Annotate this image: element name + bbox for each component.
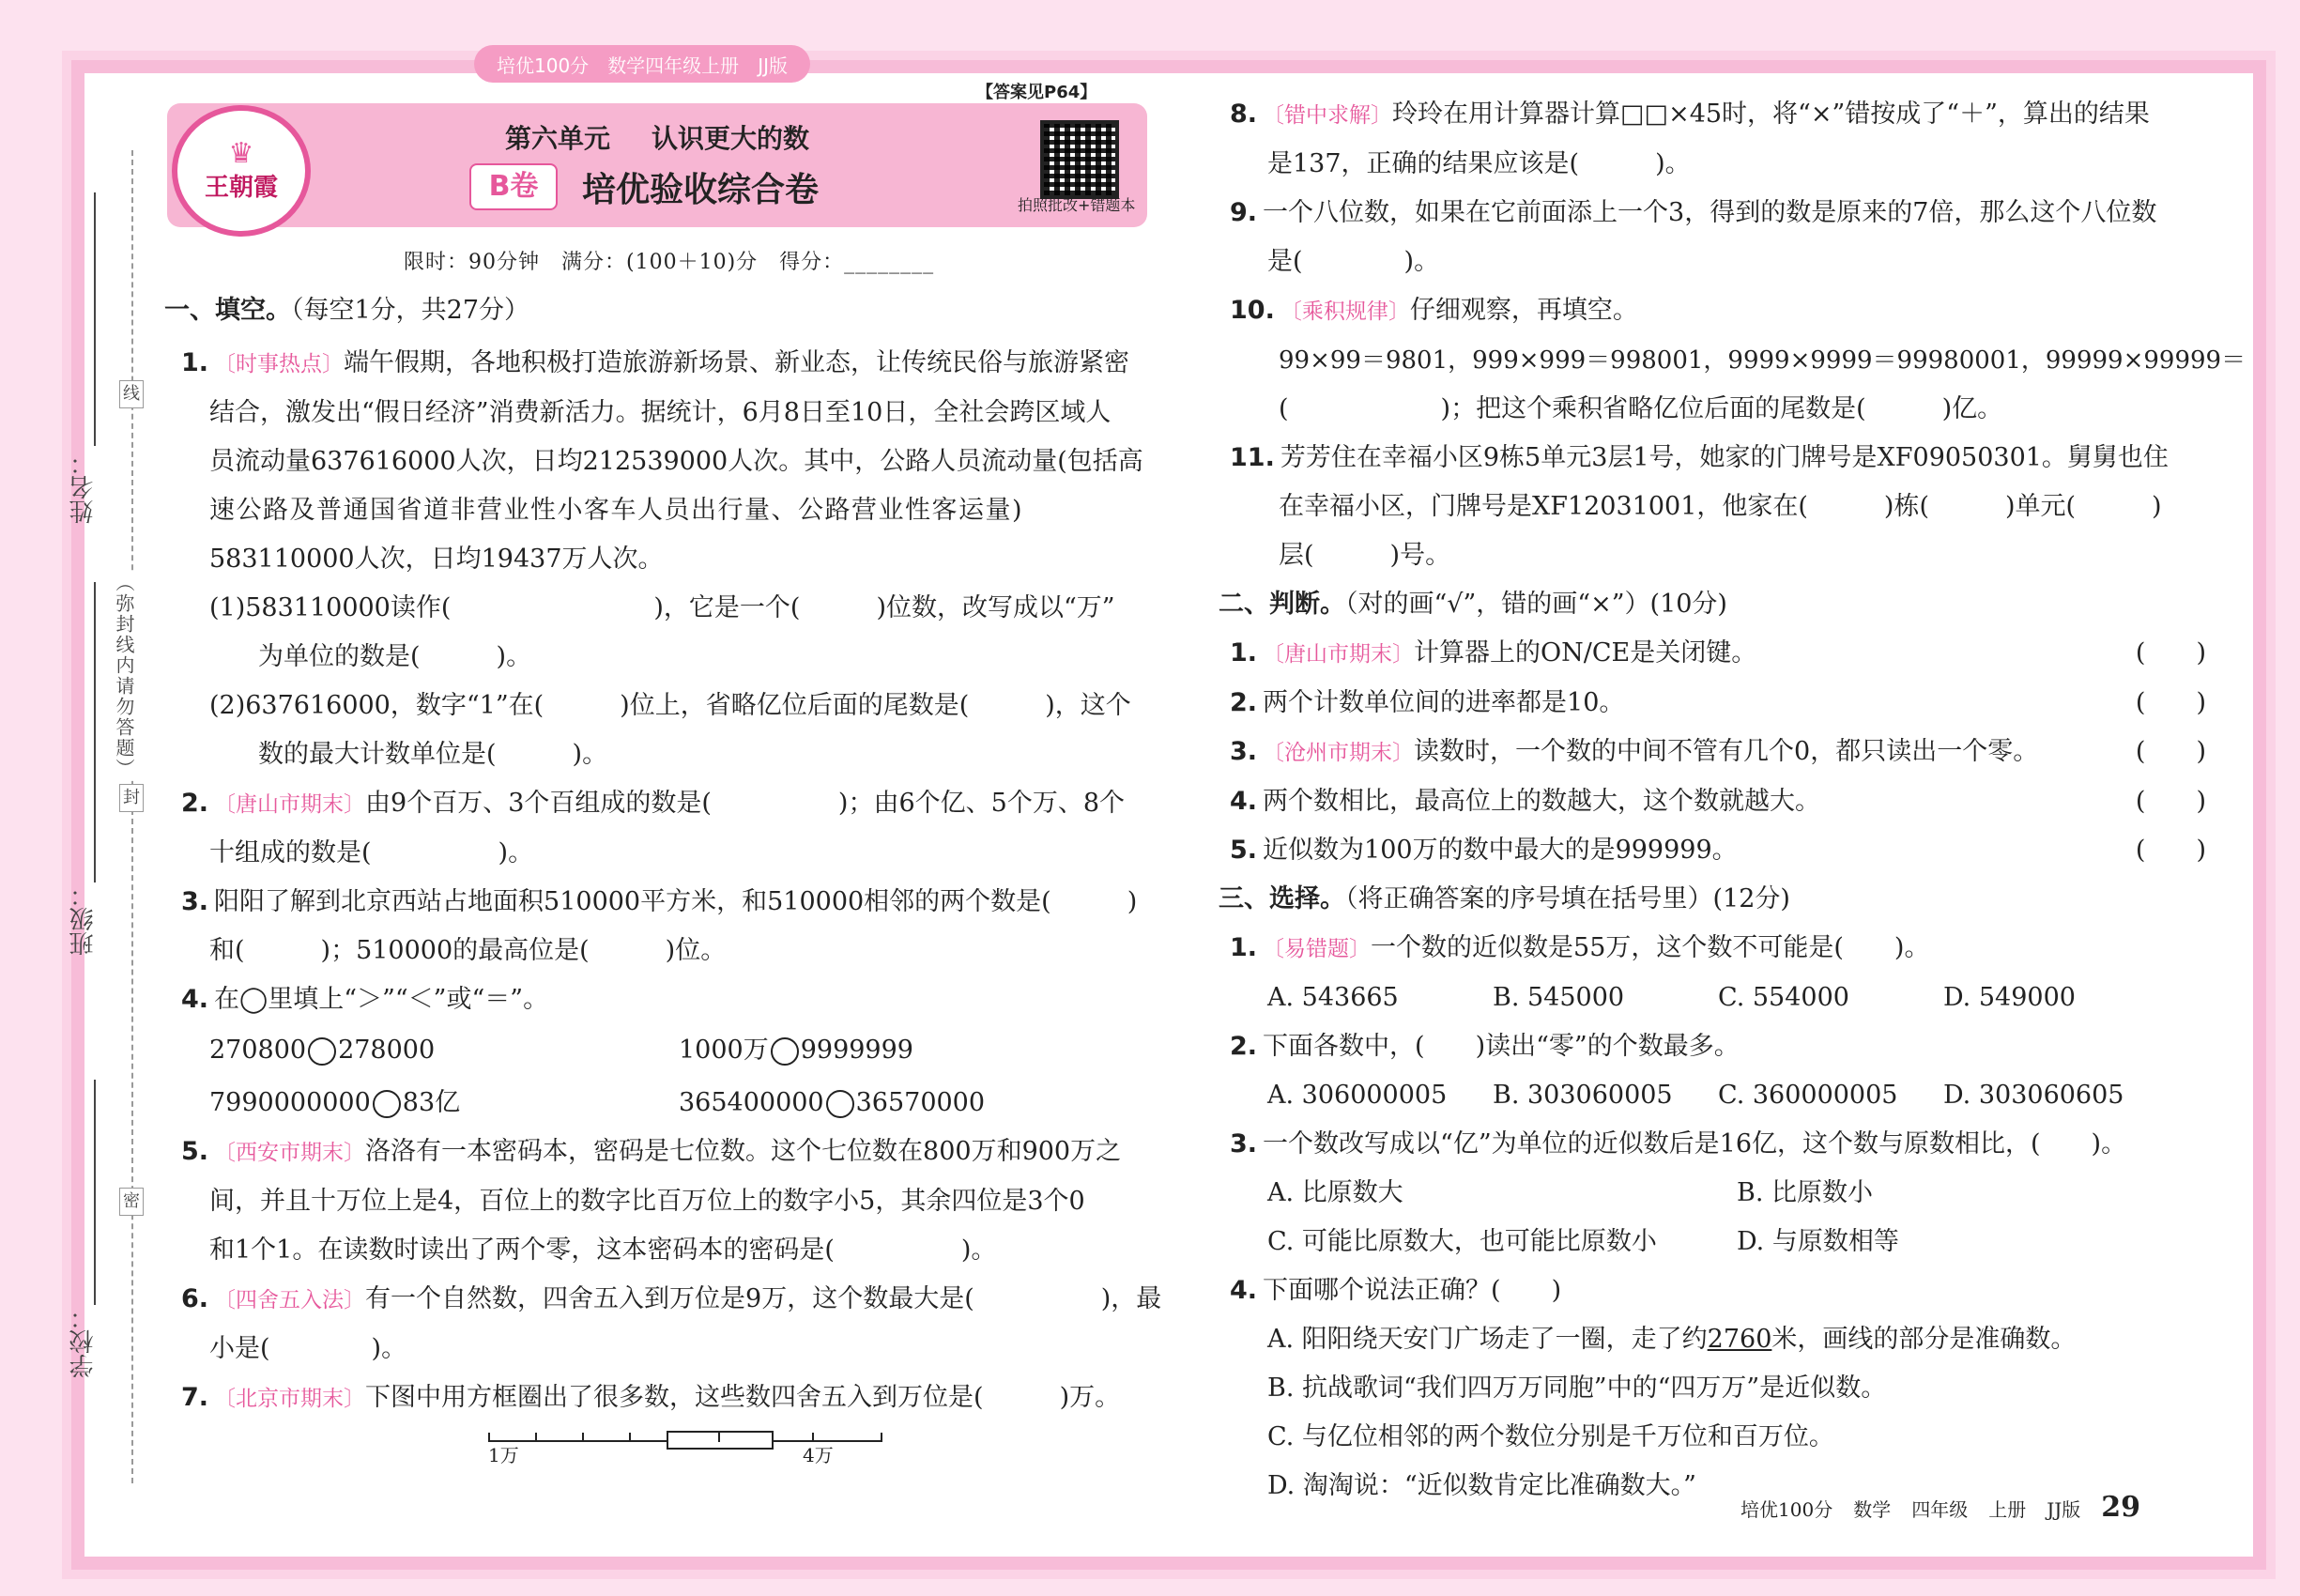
choice-3-option-c[interactable]: C. 可能比原数大，也可能比原数小 [1267,1227,1657,1256]
section-2-heading [1219,580,2206,629]
q1-part-1b[interactable]: 为单位的数是( )。 [258,642,532,671]
choice-4-text[interactable]: 下面哪个说法正确？( ) [1263,1276,1562,1305]
school-write-line[interactable] [94,1080,96,1305]
answer-reference: 【答案见P64】 [976,83,1097,102]
number-line-right-label: 4万 [803,1444,834,1466]
judge-3-tag: 〔沧州市期末〕 [1263,741,1415,765]
choice-4-option-a-suffix: 米，画线的部分是准确数。 [1771,1325,2077,1354]
q4-line-1: 在◯里填上“＞”“＜”或“＝”。 [214,985,549,1014]
q3-line-2[interactable]: 和( )；510000的最高位是( )位。 [209,936,727,965]
number-line-left-label: 1万 [488,1444,519,1466]
judge-3-text: 读数时，一个数的中间不管有几个0，都只读出一个零。 [1414,737,2039,766]
header-edition: JJ版 [758,54,788,77]
section-3-title: 三、选择。 [1219,884,1345,913]
choice-1-text[interactable]: 一个数的近似数是55万，这个数不可能是( )。 [1371,933,1930,962]
number-line-box [667,1431,774,1450]
header-subject: 数学四年级上册 [607,54,740,77]
choice-question-2 [1230,1022,2206,1071]
q11-number: 11. [1230,443,1275,472]
q11-line-1: 芳芳住在幸福小区9栋5单元3层1号，她家的门牌号是XF09050301。舅舅也住 [1280,443,2169,472]
q10-line-3[interactable]: ( )；把这个乘积省略亿位后面的尾数是( )亿。 [1279,394,2003,423]
q11-line-3[interactable]: 层( )号。 [1279,541,1451,570]
choice-question-4 [1230,1266,2206,1315]
left-column [164,286,1162,1480]
q8-number: 8. [1230,100,1258,129]
judge-item [1230,679,2206,728]
q1-line-4: 速公路及普通国省道非营业性小客车人员出行量、公路营业性客运量) [209,496,1024,525]
choice-question-3 [1230,1120,2206,1169]
compare-circle-icon[interactable] [771,1037,799,1066]
question-5 [164,1128,1155,1177]
judge-2-number: 2. [1230,688,1258,717]
q4-c3-left: 7990000000 [209,1088,371,1117]
q1-line-5: 583110000人次，日均19437万人次。 [209,545,664,574]
choice-question-1 [1230,924,2206,974]
q6-line-1[interactable]: 有一个自然数，四舍五入到万位是9万，这个数最大是( )，最 [365,1284,1162,1313]
judge-item [1230,826,2206,875]
judge-4-number: 4. [1230,787,1258,816]
q5-line-3[interactable]: 和1个1。在读数时读出了两个零，这本密码本的密码是( )。 [209,1235,997,1265]
q1-line-2: 结合，激发出“假日经济”消费新活力。据统计，6月8日至10日，全社会跨区域人 [209,398,1112,427]
q1-tag: 〔时事热点〕 [214,352,345,376]
q11-line-2[interactable]: 在幸福小区，门牌号是XF12031001，他家在( )栋( )单元( ) [1279,492,2162,521]
q4-compare-4 [679,1088,985,1117]
q5-line-2: 间，并且十万位上是4，百位上的数字比百万位上的数字小5，其余四位是3个0 [209,1187,1085,1216]
seal-char-3: 密 [119,1188,144,1216]
q4-c2-left: 1000万 [679,1036,769,1065]
unit-name: 认识更大的数 [652,123,810,154]
number-line-tick [582,1433,584,1442]
unit-number: 第六单元 [504,123,610,154]
q7-number: 7. [181,1383,209,1412]
q1-part-1a[interactable]: (1)583110000读作( )，它是一个( )位数，改写成以“万” [209,593,1115,622]
q1-number: 1. [181,348,209,377]
q2-number: 2. [181,789,209,818]
q10-number: 10. [1230,296,1275,325]
q4-c4-right: 36570000 [855,1088,986,1117]
paper-title: 培优验收综合卷 [582,171,820,209]
q2-tag: 〔唐山市期末〕 [214,792,366,817]
header-series: 培优100分 [497,54,590,77]
q9-number: 9. [1230,198,1258,227]
judge-1-text: 计算器上的ON/CE是关闭键。 [1414,638,1757,668]
number-line-tick [718,1433,720,1442]
judge-4-answer-blank[interactable]: ( ) [2135,787,2206,816]
section-3-heading [1219,875,2206,924]
exam-meta: 限时：90分钟 满分：(100＋10)分 得分：________ [404,251,935,274]
footer-edition: JJ版 [2047,1498,2081,1521]
seal-char-2: 封 [119,784,144,812]
choice-1-tag: 〔易错题〕 [1263,937,1372,961]
section-2-title: 二、判断。 [1219,590,1345,619]
brand-logo-text: 王朝霞 [204,173,278,202]
choice-3-options-row-1 [1230,1169,2206,1218]
q3-number: 3. [181,887,209,916]
judge-2-text: 两个计数单位间的进率都是10。 [1263,688,1625,717]
page-footer [1740,1491,2140,1524]
judge-4-text: 两个数相比，最高位上的数越大，这个数就越大。 [1263,787,1821,816]
number-line-figure [488,1423,882,1480]
question-3 [164,878,1155,927]
judge-5-answer-blank[interactable]: ( ) [2135,836,2206,865]
q2-line-2[interactable]: 十组成的数是( )。 [209,838,534,867]
q9-line-1: 一个八位数，如果在它前面添上一个3，得到的数是原来的7倍，那么这个八位数 [1263,198,2157,227]
name-label: 姓名： [69,451,98,524]
right-column [1219,90,2246,1511]
q6-line-2[interactable]: 小是( )。 [209,1334,407,1363]
choice-2-option-a[interactable]: A. 306000005 [1267,1081,1448,1110]
choice-3-option-d[interactable]: D. 与原数相等 [1737,1227,1899,1256]
section-2-subtitle: （对的画“√”，错的画“×”）(10分) [1345,590,1727,619]
q6-tag: 〔四舍五入法〕 [214,1288,366,1312]
q10-line-2: 99×99＝9801，999×999＝998001，9999×9999＝99980001，99999×99999＝ [1279,346,2246,375]
footer-volume: 上册 [1988,1498,2027,1521]
judge-5-number: 5. [1230,836,1258,865]
q4-compare-3 [209,1079,679,1128]
q4-c3-right: 83亿 [402,1088,461,1117]
footer-series: 培优100分 [1740,1498,1833,1521]
q4-compare-1 [209,1026,679,1075]
footer-subject: 数学 [1853,1498,1892,1521]
choice-3-option-a[interactable]: A. 比原数大 [1267,1178,1403,1207]
question-4 [164,975,1155,1024]
binding-dashed-line [131,150,133,1483]
judge-5-text: 近似数为100万的数中最大的是999999。 [1263,836,1738,865]
choice-1-options [1230,974,2206,1022]
q1-line-3: 员流动量637616000人次，日均212539000人次。其中，公路人员流动量(包括高 [209,447,1143,476]
page-number: 29 [2101,1491,2140,1524]
judge-item [1230,777,2206,826]
compare-circle-icon[interactable] [308,1037,336,1066]
header-strip [474,45,810,83]
section-1-heading [164,286,1155,335]
question-6 [164,1275,1162,1325]
number-line-tick [881,1433,882,1442]
q5-line-1: 洛洛有一本密码本，密码是七位数。这个七位数在800万和900万之 [365,1137,1122,1166]
judge-3-answer-blank[interactable]: ( ) [2135,737,2206,766]
qr-code-icon[interactable] [1040,120,1119,199]
choice-3-options-row-2 [1230,1218,2206,1266]
section-1-title: 一、填空。 [164,296,291,325]
question-2 [164,779,1155,829]
judge-2-answer-blank[interactable]: ( ) [2135,688,2206,717]
number-line-tick [535,1433,537,1442]
question-9 [1230,189,2206,238]
class-label: 班级： [69,882,98,956]
choice-1-option-d[interactable]: D. 549000 [1943,983,2076,1012]
q4-c1-right: 278000 [338,1036,436,1065]
choice-1-option-b[interactable]: B. 545000 [1493,983,1625,1012]
number-line-tick [629,1433,631,1442]
choice-2-option-c[interactable]: C. 360000005 [1718,1081,1898,1110]
brand-logo [172,105,311,237]
question-8 [1230,90,2206,140]
number-line-tick [812,1433,814,1442]
q4-c4-left: 365400000 [679,1088,824,1117]
choice-2-text[interactable]: 下面各数中，( )读出“零”的个数最多。 [1263,1032,1740,1061]
q4-compare-row-2 [164,1079,1155,1128]
question-10 [1230,286,2206,336]
question-1 [164,339,1155,389]
q7-tag: 〔北京市期末〕 [214,1387,366,1411]
choice-4-option-d[interactable]: D. 淘淘说：“近似数肯定比准确数大。” [1267,1471,1696,1500]
number-line-tick [488,1433,490,1442]
seal-char-1: 线 [119,380,144,408]
choice-2-options [1230,1071,2206,1120]
choice-1-option-c[interactable]: C. 554000 [1718,983,1849,1012]
q5-tag: 〔西安市期末〕 [214,1141,366,1165]
q8-line-2[interactable]: 是137，正确的结果应该是( )。 [1267,149,1691,178]
choice-1-number: 1. [1230,933,1258,962]
judge-1-tag: 〔唐山市期末〕 [1263,642,1415,667]
choice-4-option-b[interactable]: B. 抗战歌词“我们四万万同胞”中的“四万万”是近似数。 [1267,1373,1887,1403]
choice-3-number: 3. [1230,1129,1258,1159]
choice-4-option-a-number: 2760 [1707,1325,1772,1354]
section-1-subtitle: （每空1分，共27分） [291,296,530,325]
q8-line-1: 玲玲在用计算器计算□□×45时，将“×”错按成了“＋”，算出的结果 [1392,100,2150,129]
question-11 [1230,434,2206,483]
judge-item [1230,629,2206,679]
q4-number: 4. [181,985,209,1014]
q8-tag: 〔错中求解〕 [1263,103,1393,128]
choice-4-option-a[interactable] [1230,1315,2206,1364]
judge-3-number: 3. [1230,737,1258,766]
choice-2-option-b[interactable]: B. 303060005 [1493,1081,1673,1110]
q4-c2-right: 9999999 [800,1036,913,1065]
choice-2-option-d[interactable]: D. 303060605 [1943,1081,2124,1110]
choice-1-option-a[interactable]: A. 543665 [1267,983,1399,1012]
judge-1-answer-blank[interactable]: ( ) [2135,638,2206,668]
q4-c1-left: 270800 [209,1036,307,1065]
q4-compare-2 [679,1036,913,1065]
q1-part-2a[interactable]: (2)637616000，数字“1”在( )位上，省略亿位后面的尾数是( )，这个 [209,691,1131,720]
choice-4-option-a-prefix: A. 阳阳绕天安门广场走了一圈，走了约 [1267,1325,1708,1354]
q3-line-1[interactable]: 阳阳了解到北京西站占地面积510000平方米，和510000相邻的两个数是( ) [214,887,1138,916]
q2-line-1[interactable]: 由9个百万、3个百组成的数是( )；由6个亿、5个万、8个 [365,789,1126,818]
binding-note: （弥封线内请勿答题） [111,573,138,779]
q5-number: 5. [181,1137,209,1166]
choice-4-option-c[interactable]: C. 与亿位相邻的两个数位分别是千万位和百万位。 [1267,1422,1834,1451]
binding-margin [0,0,169,1596]
q9-line-2[interactable]: 是( )。 [1267,247,1440,276]
q1-line-1: 端午假期，各地积极打造旅游新场景、新业态，让传统民俗与旅游紧密 [344,348,1130,377]
q1-part-2b[interactable]: 数的最大计数单位是( )。 [258,740,608,769]
question-7 [164,1373,1155,1423]
choice-3-option-b[interactable]: B. 比原数小 [1737,1178,1874,1207]
q10-line-1: 仔细观察，再填空。 [1409,296,1638,325]
judge-item [1230,728,2206,777]
q6-number: 6. [181,1284,209,1313]
q4-compare-row-1 [164,1026,1155,1075]
choice-4-number: 4. [1230,1276,1258,1305]
unit-title [376,118,939,156]
judge-1-number: 1. [1230,638,1258,668]
qr-caption: 拍照批改+错题本 [1018,196,1136,214]
section-3-subtitle: （将正确答案的序号填在括号里）(12分) [1345,884,1790,913]
compare-circle-icon[interactable] [373,1090,401,1118]
crown-icon: ♛ [228,136,254,170]
class-write-line[interactable] [94,582,96,882]
q10-tag: 〔乘积规律〕 [1280,299,1410,324]
choice-3-text[interactable]: 一个数改写成以“亿”为单位的近似数后是16亿，这个数与原数相比，( )。 [1263,1129,2127,1159]
compare-circle-icon[interactable] [826,1090,854,1118]
q7-line-1[interactable]: 下图中用方框圈出了很多数，这些数四舍五入到万位是( )万。 [365,1383,1121,1412]
choice-2-number: 2. [1230,1032,1258,1061]
school-label: 学校： [69,1305,98,1378]
name-write-line[interactable] [94,192,96,446]
footer-grade: 四年级 [1911,1498,1969,1521]
paper-label: B卷 [469,163,558,210]
